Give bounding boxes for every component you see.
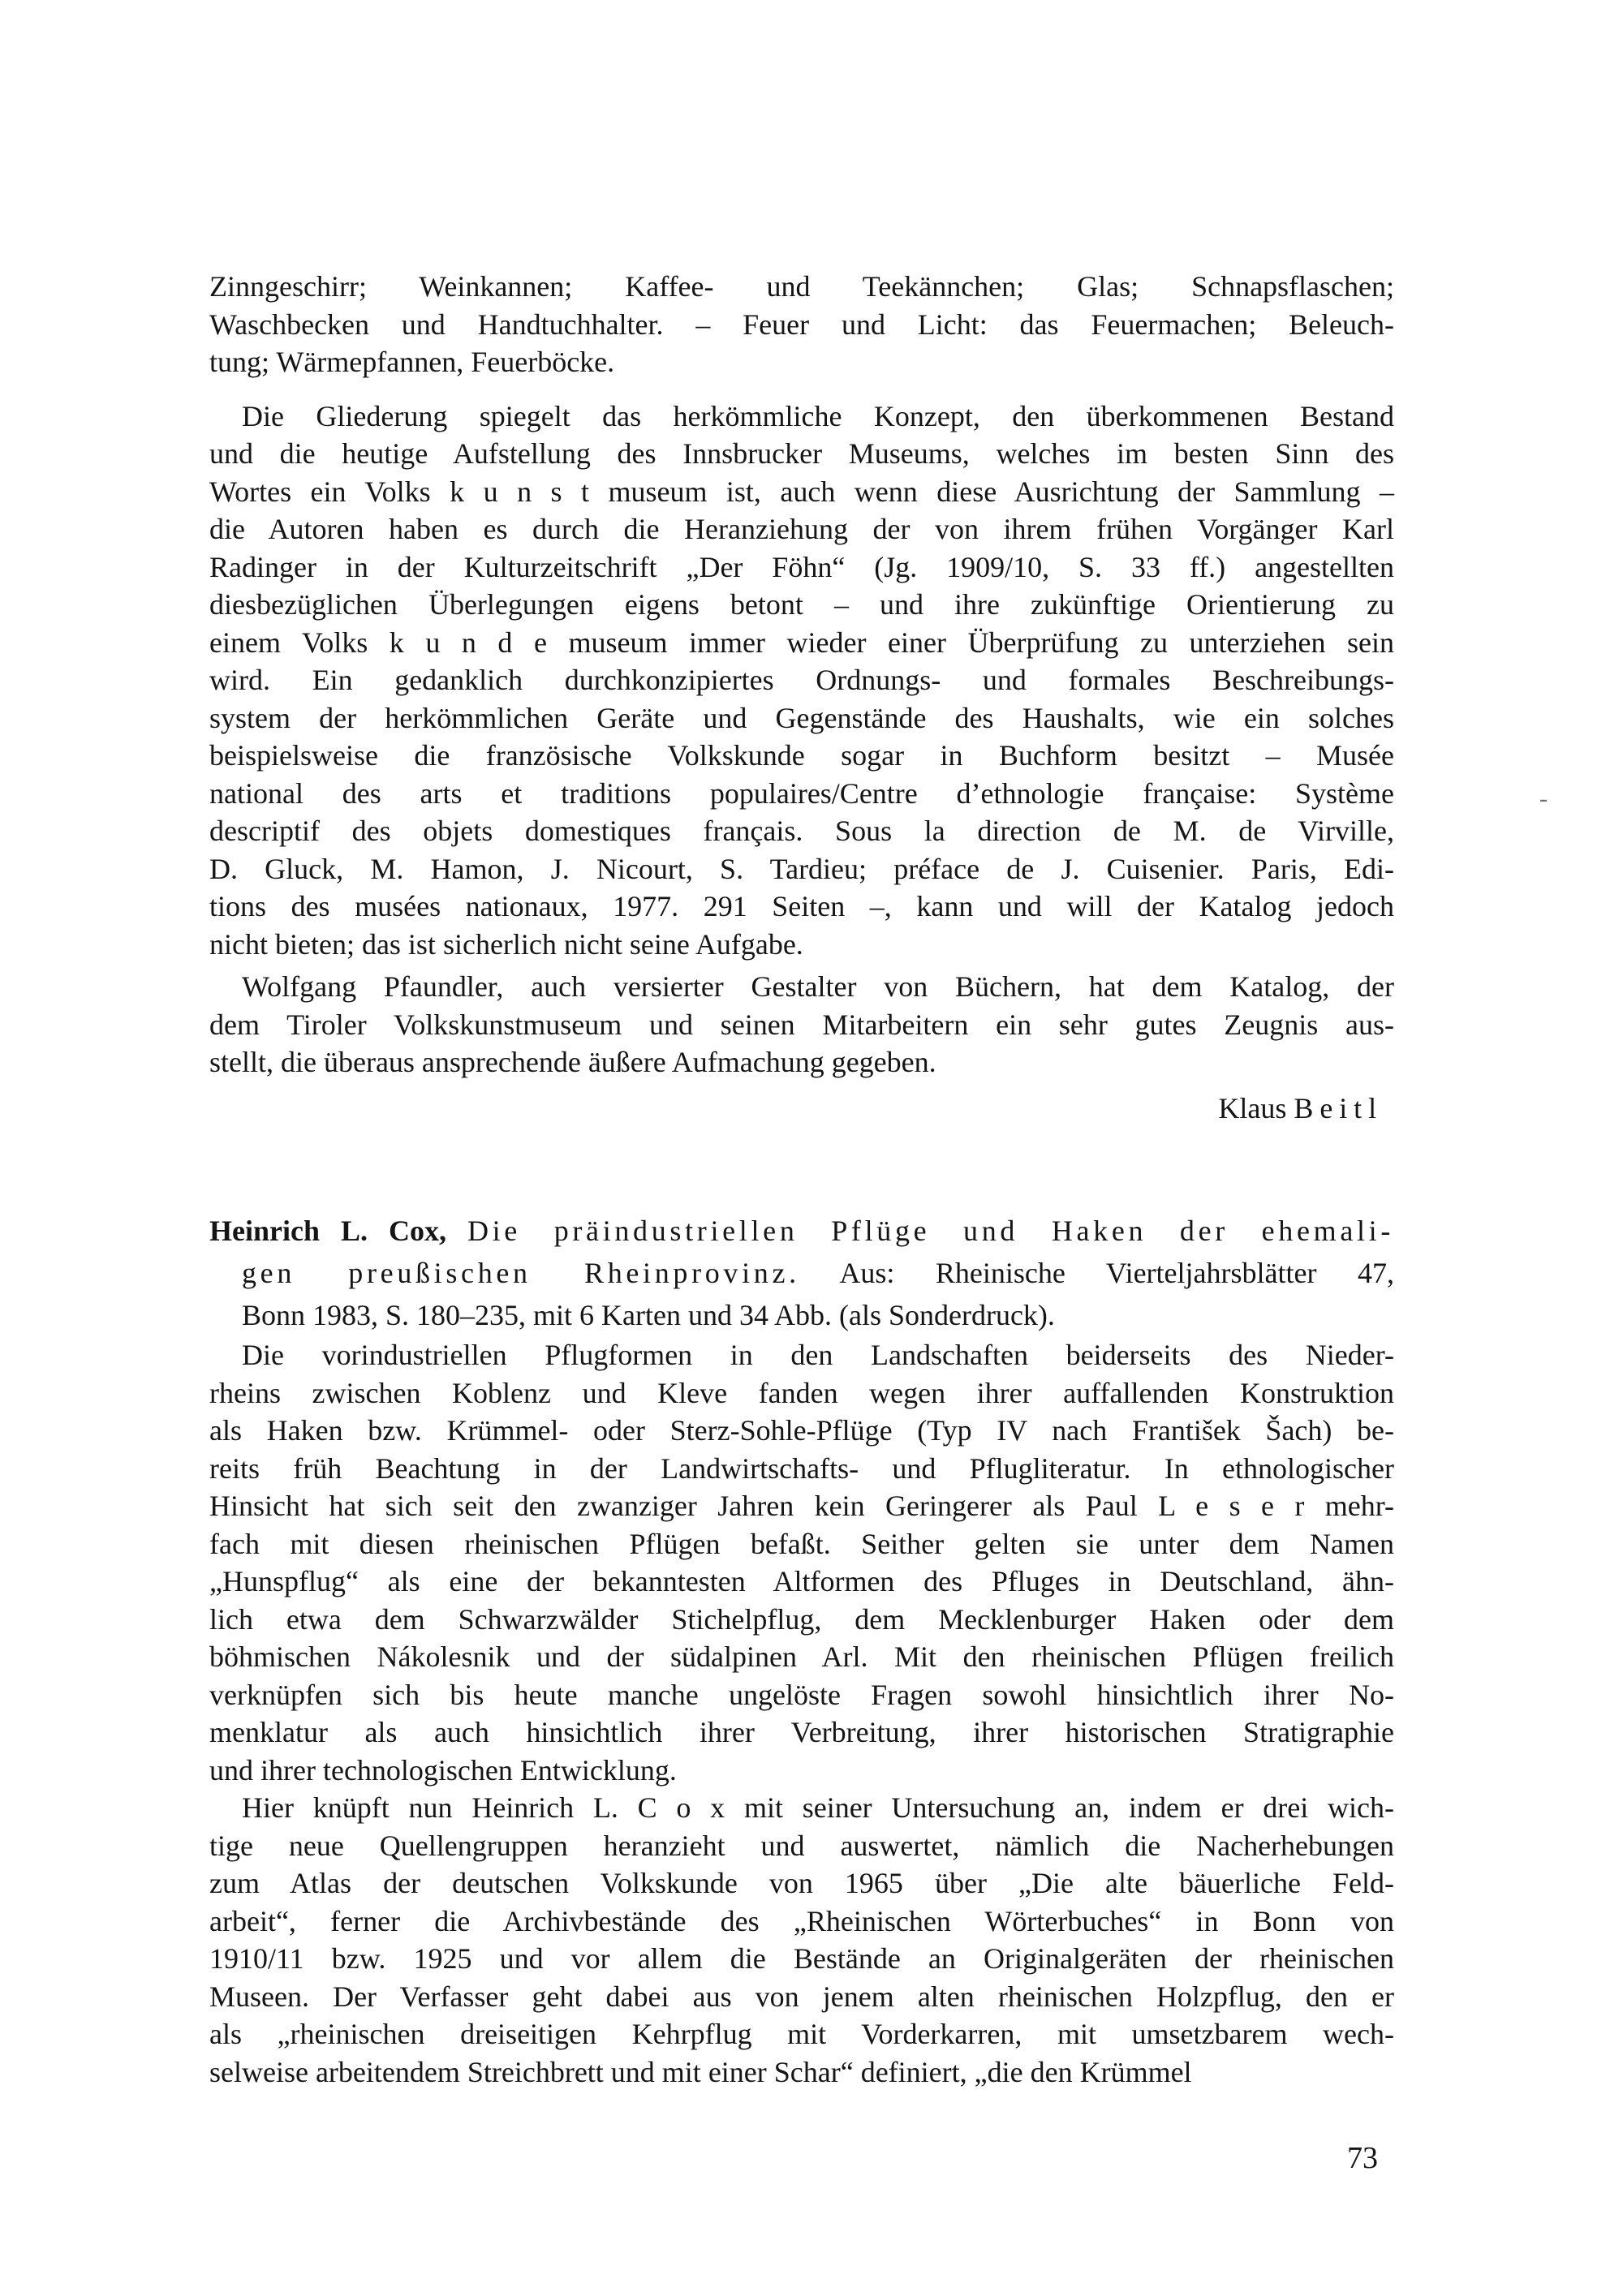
text-line: Zinngeschirr; Weinkannen; Kaffee- und Teekännchen; Glas; Schnapsflaschen; <box>209 270 1394 303</box>
text-line: tions des musées nationaux, 1977. 291 Seiten –, kann und will der Katalog jedoch <box>209 890 1394 922</box>
review-author: Heinrich L. Cox, <box>209 1215 446 1247</box>
text-line: system der herkömmlichen Geräte und Gegenstände des Haushalts, wie ein solches <box>209 701 1394 734</box>
text-line: und die heutige Aufstellung des Innsbrucker Museums, welches im besten Sinn des <box>209 437 1394 470</box>
reviewer-last-name: Beitl <box>1294 1091 1383 1124</box>
text-line: tige neue Quellengruppen heranzieht und auswertet, nämlich die Nacherhebungen <box>209 1829 1394 1862</box>
text-line: Die Gliederung spiegelt das herkömmliche Konzept, den überkommenen Bestand <box>242 399 1394 432</box>
text-line: böhmischen Nákolesnik und der südalpinen Arl. Mit den rheinischen Pflügen freilich <box>209 1640 1394 1673</box>
text-line: „Hunspflug“ als eine der bekanntesten Altformen des Pfluges in Deutschland, ähn- <box>209 1565 1394 1597</box>
review-title-part-2: gen preußischen Rheinprovinz. <box>242 1257 800 1289</box>
text-line: fach mit diesen rheinischen Pflügen befaßt. Seither gelten sie unter dem Namen <box>209 1527 1394 1560</box>
text-line: lich etwa dem Schwarzwälder Stichelpflug, dem Mecklenburger Haken oder dem <box>209 1602 1394 1636</box>
text-line: arbeit“, ferner die Archivbestände des „Rheinischen Wörterbuches“ in Bonn von <box>209 1904 1394 1937</box>
text-line: wird. Ein gedanklich durchkonzipiertes Ordnungs- und formales Beschreibungs- <box>209 664 1394 696</box>
review-title-part-1: Die präindustriellen Pflüge und Haken der ehemali- <box>467 1215 1395 1247</box>
text-line: national des arts et traditions populaires/Centre d’ethnologie française: Système <box>209 776 1394 810</box>
text-line: dem Tiroler Volkskunstmuseum und seinen Mitarbeitern ein sehr gutes Zeugnis aus- <box>209 1008 1394 1041</box>
review-heading <box>209 1210 1394 1336</box>
text-line: Wortes ein Volks k u n s t museum ist, auch wenn diese Ausrichtung der Sammlung – <box>209 475 1394 508</box>
text-line: Waschbecken und Handtuchhalter. – Feuer und Licht: das Feuermachen; Beleuch- <box>209 307 1394 341</box>
reviewer-first-name: Klaus <box>1218 1091 1287 1124</box>
text-line: die Autoren haben es durch die Heranziehung der von ihrem frühen Vorgänger Karl <box>209 513 1394 545</box>
review-heading-line-2 <box>209 1252 1394 1294</box>
text-line: diesbezüglichen Überlegungen eigens betont – und ihre zukünftige Orientierung zu <box>209 588 1394 621</box>
text-line: Radinger in der Kulturzeitschrift „Der Föhn“ (Jg. 1909/10, S. 33 ff.) angestellten <box>209 550 1394 583</box>
reviewer-signature <box>209 1090 1394 1128</box>
text-line: Museen. Der Verfasser geht dabei aus von jenem alten rheinischen Holzpflug, den er <box>209 1980 1394 2013</box>
text-line: als „rheinischen dreiseitigen Kehrpflug mit Vorderkarren, mit umsetzbarem wech- <box>209 2018 1394 2050</box>
text-line: tung; Wärmepfannen, Feuerböcke. <box>209 346 615 378</box>
text-line: rheins zwischen Koblenz und Kleve fanden wegen ihrer auffallenden Konstruktion <box>209 1376 1394 1409</box>
text-line: D. Gluck, M. Hamon, J. Nicourt, S. Tardieu; préface de J. Cuisenier. Paris, Edi- <box>209 852 1394 885</box>
text-line: stellt, die überaus ansprechende äußere Aufmachung gegeben. <box>209 1046 936 1078</box>
review-source: Aus: Rheinische Vierteljahrsblätter 47, <box>839 1257 1394 1289</box>
text-line: als Haken bzw. Krümmel- oder Sterz-Sohle-Pflüge (Typ IV nach František Šach) be- <box>209 1414 1394 1447</box>
text-line: reits früh Beachtung in der Landwirtschafts- und Pflugliteratur. In ethnologischer <box>209 1451 1394 1485</box>
paragraph-gliederung <box>209 398 1394 964</box>
text-line: zum Atlas der deutschen Volkskunde von 1965 über „Die alte bäuerliche Feld- <box>209 1867 1394 1899</box>
paragraph-cox-untersuchung <box>209 1789 1394 2091</box>
text-line: einem Volks k u n d e museum immer wieder einer Überprüfung zu unterziehen sein <box>209 626 1394 659</box>
page-number: 73 <box>1347 2141 1378 2175</box>
text-line: verknüpfen sich bis heute manche ungelöste Fragen sowohl hinsichtlich ihrer No- <box>209 1678 1394 1711</box>
paragraph-continuation <box>209 268 1394 381</box>
text-line: Hier knüpft nun Heinrich L. C o x mit seiner Untersuchung an, indem er drei wich- <box>242 1791 1394 1824</box>
text-line: Wolfgang Pfaundler, auch versierter Gestalter von Büchern, hat dem Katalog, der <box>242 970 1394 1003</box>
margin-scan-artifact: - <box>1539 785 1548 812</box>
text-line: 1910/11 bzw. 1925 und vor allem die Bestände an Originalgeräten der rheinischen <box>209 1942 1394 1975</box>
text-line: descriptif des objets domestiques français. Sous la direction de M. de Virville, <box>209 815 1394 847</box>
paragraph-pfaundler <box>209 968 1394 1081</box>
text-line: und ihrer technologischen Entwicklung. <box>209 1753 677 1786</box>
text-line: Die vorindustriellen Pflugformen in den Landschaften beiderseits des Nieder- <box>242 1339 1394 1371</box>
review-heading-line-1 <box>209 1210 1394 1252</box>
text-line: beispielsweise die französische Volkskunde sogar in Buchform besitzt – Musée <box>209 739 1394 772</box>
text-line: Hinsicht hat sich seit den zwanziger Jahren kein Geringerer als Paul L e s e r mehr- <box>209 1490 1394 1522</box>
text-line: menklatur als auch hinsichtlich ihrer Verbreitung, ihrer historischen Stratigraphie <box>209 1716 1394 1748</box>
text-block <box>209 268 1394 2091</box>
text-line: nicht bieten; das ist sicherlich nicht seine Aufgabe. <box>209 927 803 961</box>
text-line: selweise arbeitendem Streichbrett und mit einer Schar“ definiert, „die den Krümmel <box>209 2055 1192 2088</box>
review-heading-line-3: Bonn 1983, S. 180–235, mit 6 Karten und 34 Abb. (als Sonderdruck). <box>242 1299 1055 1331</box>
paragraph-pflugformen <box>209 1336 1394 1789</box>
